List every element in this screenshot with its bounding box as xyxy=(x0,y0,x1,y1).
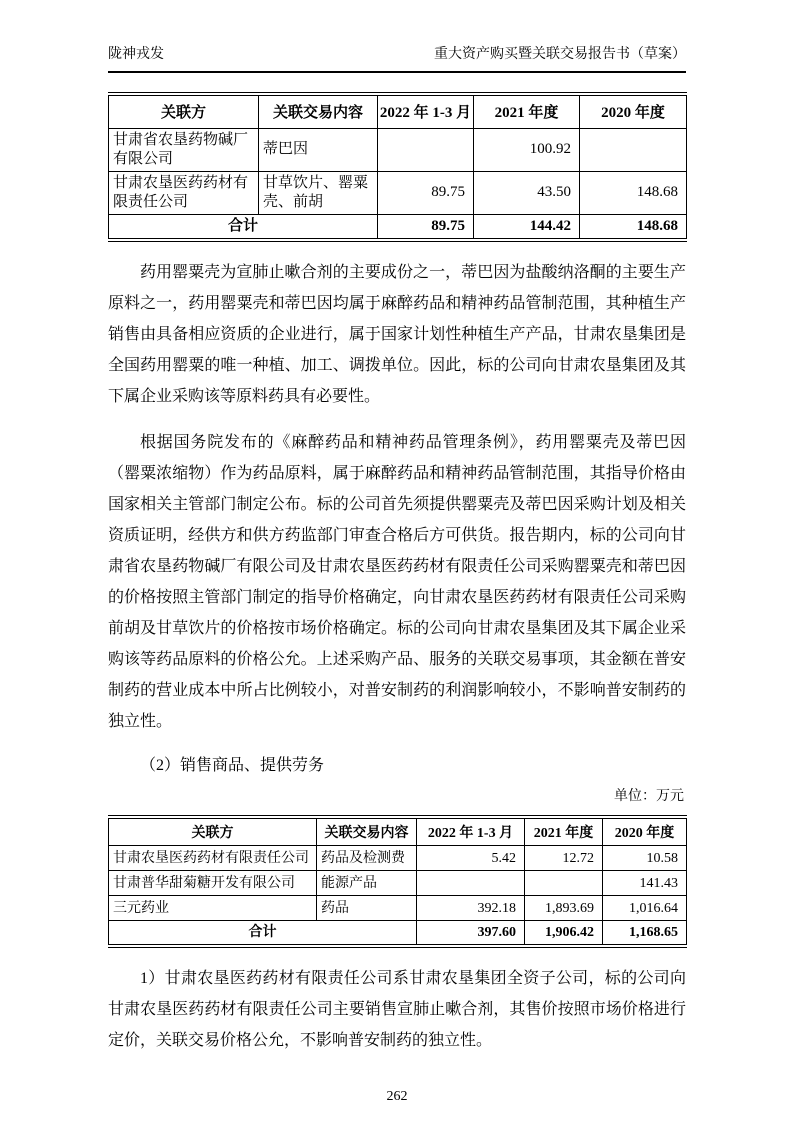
header-right-title: 重大资产购买暨关联交易报告书（草案） xyxy=(434,47,686,62)
column-header-2022q1: 2022 年 1-3 月 xyxy=(417,817,525,846)
cell-party: 甘肃省农垦药物碱厂有限公司 xyxy=(109,128,259,171)
table-row xyxy=(109,171,687,214)
purchase-table-header-row xyxy=(109,94,687,128)
cell-2021: 12.72 xyxy=(525,846,603,871)
total-2021: 1,906.42 xyxy=(525,921,603,946)
total-label: 合计 xyxy=(109,214,378,240)
paragraph-pricing-policy: 根据国务院发布的《麻醉药品和精神药品管理条例》，药用罂粟壳及蒂巴因（罂粟浓缩物）作为药品原料，属于麻醉药品和精神药品管制范围，其指导价格由国家相关主管部门制定公布。标的公司首先须提供罂粟壳及蒂巴因采购计划及相关资质证明，经供方和供方药监部门审查合格后方可供货。报告期内，标的公司向甘肃省农垦药物碱厂有限公司及甘肃农垦医药药材有限责任公司采购罂粟壳和蒂巴因的价格按照主管部门制定的指导价格确定，向甘肃农垦医药药材有限责任公司采购前胡及甘草饮片的价格按市场价格确定。标的公司向甘肃农垦集团及其下属企业采购该等药品原料的价格公允。上述采购产品、服务的关联交易事项，其金额在普安制药的营业成本中所占比例较小，对普安制药的利润影响较小，不影响普安制药的独立性。 xyxy=(108,433,686,730)
cell-2020: 148.68 xyxy=(580,171,687,214)
column-header-party: 关联方 xyxy=(109,817,317,846)
column-header-2020: 2020 年度 xyxy=(603,817,687,846)
column-header-party: 关联方 xyxy=(109,94,259,128)
total-row xyxy=(109,214,687,240)
cell-2022q1 xyxy=(378,128,474,171)
cell-party: 甘肃农垦医药药材有限责任公司 xyxy=(109,846,317,871)
cell-content: 药品及检测费 xyxy=(317,846,417,871)
cell-2020: 1,016.64 xyxy=(603,896,687,921)
column-header-2021: 2021 年度 xyxy=(525,817,603,846)
column-header-2021: 2021 年度 xyxy=(474,94,580,128)
table-row xyxy=(109,846,687,871)
cell-party: 甘肃普华甜菊糖开发有限公司 xyxy=(109,871,317,896)
table-row xyxy=(109,128,687,171)
cell-content: 药品 xyxy=(317,896,417,921)
cell-2021 xyxy=(525,871,603,896)
total-2022q1: 89.75 xyxy=(378,214,474,240)
cell-2020: 10.58 xyxy=(603,846,687,871)
page-number: 262 xyxy=(386,1088,408,1104)
table-row xyxy=(109,896,687,921)
paragraph-sales-note: 1）甘肃农垦医药药材有限责任公司系甘肃农垦集团全资子公司，标的公司向甘肃农垦医药药材有限责任公司主要销售宣肺止嗽合剂，其售价按照市场价格进行定价，关联交易价格公允，不影响普安制药的独立性。 xyxy=(108,969,686,1049)
cell-2020 xyxy=(580,128,687,171)
total-2020: 1,168.65 xyxy=(603,921,687,946)
header-left-title: 陇神戎发 xyxy=(108,47,164,62)
sales-table xyxy=(108,815,687,948)
purchase-table xyxy=(108,92,687,242)
column-header-2022q1: 2022 年 1-3 月 xyxy=(378,94,474,128)
table-row xyxy=(109,871,687,896)
paragraph-necessity: 药用罂粟壳为宣肺止嗽合剂的主要成份之一，蒂巴因为盐酸纳洛酮的主要生产原料之一，药用罂粟壳和蒂巴因均属于麻醉药品和精神药品管制范围，其种植生产销售由具备相应资质的企业进行，属于国家计划性种植生产产品，甘肃农垦集团是全国药用罂粟的唯一种植、加工、调拨单位。因此，标的公司向甘肃农垦集团及其下属企业采购该等原料药具有必要性。 xyxy=(108,263,686,405)
cell-party: 甘肃农垦医药药材有限责任公司 xyxy=(109,171,259,214)
cell-2021: 43.50 xyxy=(474,171,580,214)
sales-table-header-row xyxy=(109,817,687,846)
total-2022q1: 397.60 xyxy=(417,921,525,946)
total-2021: 144.42 xyxy=(474,214,580,240)
total-2020: 148.68 xyxy=(580,214,687,240)
cell-2022q1 xyxy=(417,871,525,896)
cell-2022q1: 392.18 xyxy=(417,896,525,921)
cell-content: 能源产品 xyxy=(317,871,417,896)
unit-label: 单位：万元 xyxy=(614,788,684,804)
cell-2020: 141.43 xyxy=(603,871,687,896)
cell-2021: 1,893.69 xyxy=(525,896,603,921)
column-header-content: 关联交易内容 xyxy=(317,817,417,846)
total-row xyxy=(109,921,687,946)
cell-content: 甘草饮片、罂粟壳、前胡 xyxy=(259,171,378,214)
cell-2021: 100.92 xyxy=(474,128,580,171)
section-heading-sales: （2）销售商品、提供劳务 xyxy=(140,756,325,774)
page-header xyxy=(108,46,686,73)
column-header-2020: 2020 年度 xyxy=(580,94,687,128)
column-header-content: 关联交易内容 xyxy=(259,94,378,128)
cell-party: 三元药业 xyxy=(109,896,317,921)
cell-2022q1: 5.42 xyxy=(417,846,525,871)
cell-2022q1: 89.75 xyxy=(378,171,474,214)
cell-content: 蒂巴因 xyxy=(259,128,378,171)
total-label: 合计 xyxy=(109,921,417,946)
